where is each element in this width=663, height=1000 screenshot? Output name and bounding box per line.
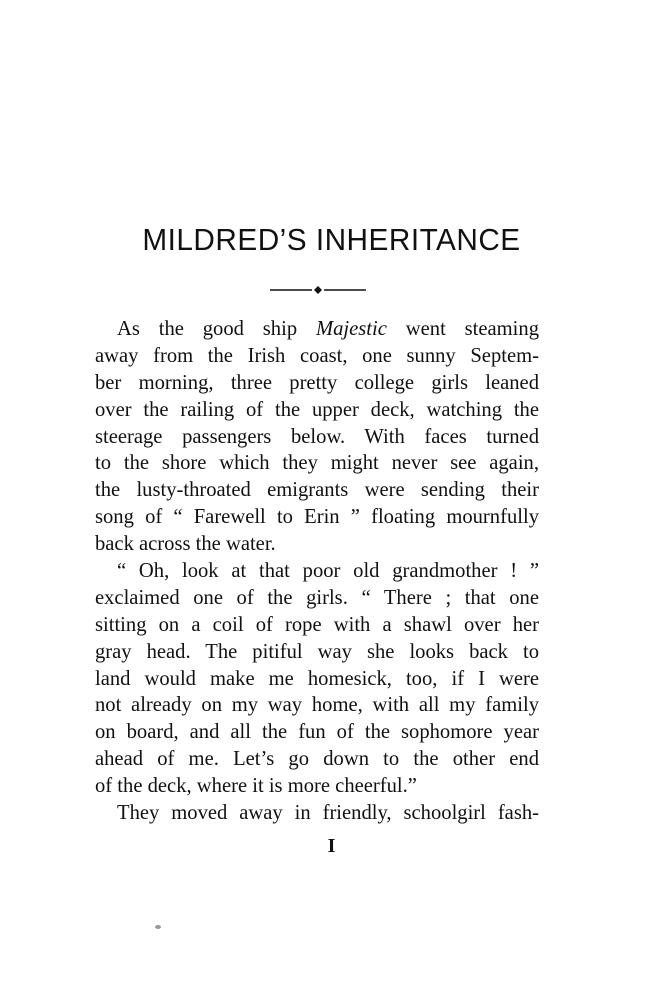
title-ornament-divider — [270, 285, 366, 295]
text-line: back across the water. — [95, 533, 276, 556]
text-line: land would make me homesick, too, if I were — [95, 667, 539, 690]
text-line: to the shore which they might never see again, — [95, 452, 539, 475]
text-line: sitting on a coil of rope with a shawl over her — [95, 613, 539, 636]
page-number: I — [327, 835, 336, 857]
text-line: “ Oh, look at that poor old grandmother ! ” — [117, 560, 539, 583]
ship-name: Majestic — [315, 318, 387, 340]
text-line: As the good ship Majestic went steaming — [117, 318, 539, 340]
text-line: not already on my way home, with all my family — [95, 694, 539, 717]
text-line: steerage passengers below. With faces turned — [95, 425, 539, 448]
text-line: gray head. The pitiful way she looks back to — [95, 640, 539, 663]
text-line: song of “ Farewell to Erin ” floating mournfully — [95, 506, 539, 529]
chapter-title: MILDRED’S INHERITANCE — [142, 222, 521, 257]
text-line: away from the Irish coast, one sunny Septem- — [95, 344, 539, 367]
text-line: ber morning, three pretty college girls leaned — [95, 371, 539, 394]
text-line: ahead of me. Let’s go down to the other end — [95, 748, 539, 771]
text-line: They moved away in friendly, schoolgirl fash- — [117, 802, 539, 825]
text-line: of the deck, where it is more cheerful.” — [95, 775, 417, 798]
text-line: the lusty-throated emigrants were sending their — [95, 479, 539, 502]
text-line: on board, and all the fun of the sophomore year — [95, 721, 539, 744]
paper-speck — [155, 925, 161, 929]
text-line: over the railing of the upper deck, watching the — [95, 398, 539, 421]
body-text — [95, 316, 539, 827]
text-line: exclaimed one of the girls. “ There ; that one — [95, 586, 539, 609]
